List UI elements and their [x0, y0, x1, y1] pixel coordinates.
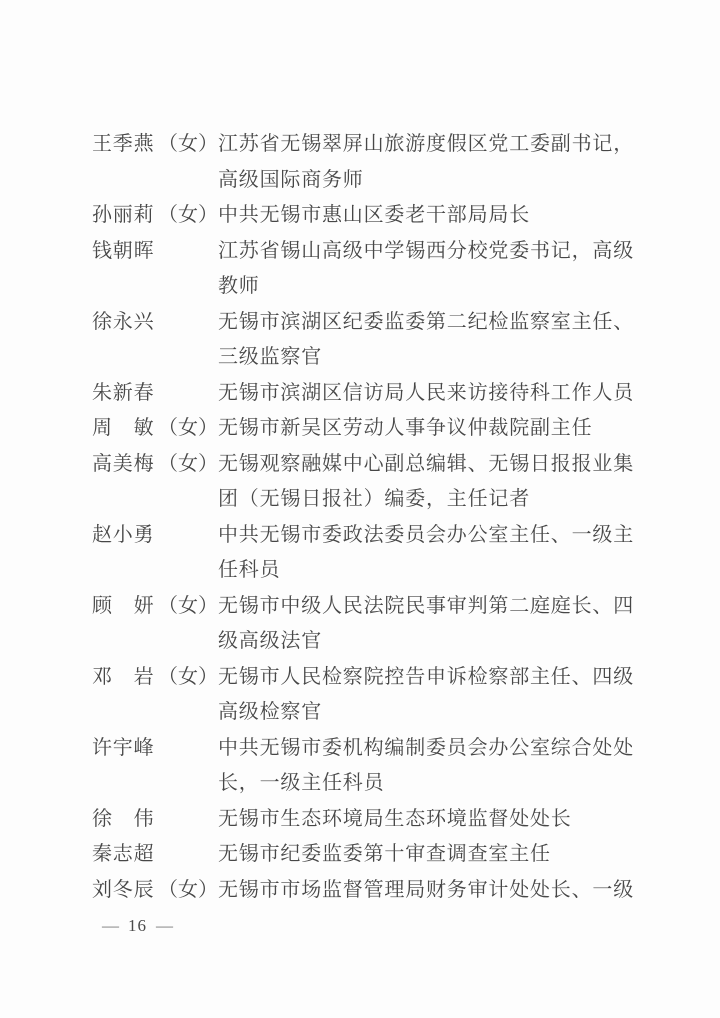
- gender-marker: （女）: [158, 417, 218, 439]
- position-line: 无锡市纪委监委第十审查调查室主任: [218, 843, 551, 865]
- gender-marker: （女）: [158, 594, 218, 617]
- position-cell: [218, 411, 638, 447]
- position-line: 无锡市人民检察院控告申诉检察部主任、四级: [218, 665, 634, 688]
- list-item: [92, 447, 638, 518]
- position-cell: [218, 589, 638, 660]
- list-item: [92, 198, 638, 234]
- list-item: [92, 589, 638, 660]
- list-item: [92, 873, 638, 909]
- position-cell: [218, 873, 638, 909]
- position-line: 无锡观察融媒中心副总编辑、无锡日报报业集: [218, 452, 634, 475]
- name-cell: [92, 518, 218, 554]
- gender-marker: （女）: [158, 452, 218, 475]
- position-line: 任科员: [218, 559, 281, 581]
- name-cell: [92, 376, 218, 412]
- person-name: 高美梅: [92, 452, 155, 475]
- position-cell: [218, 198, 638, 234]
- list-item: [92, 660, 638, 731]
- person-name: 徐永兴: [92, 310, 155, 333]
- position-line: 团（无锡日报社）编委，主任记者: [218, 488, 530, 510]
- position-line: 无锡市滨湖区信访局人民来访接待科工作人员: [218, 381, 634, 404]
- name-cell: [92, 234, 218, 270]
- list-item: [92, 234, 638, 305]
- list-item: [92, 305, 638, 376]
- person-name: 钱朝晖: [92, 239, 155, 262]
- position-cell: [218, 127, 638, 198]
- position-line: 三级监察官: [218, 346, 322, 368]
- gender-marker: （女）: [158, 878, 218, 901]
- name-cell: [92, 198, 218, 234]
- person-name: 朱新春: [92, 381, 155, 404]
- person-name: 王季燕: [92, 133, 155, 155]
- page-footer: [102, 914, 173, 938]
- position-cell: [218, 305, 638, 376]
- list-item: [92, 127, 638, 198]
- name-cell: [92, 660, 218, 696]
- list-item: [92, 518, 638, 589]
- footer-left-dash: —: [102, 916, 119, 935]
- position-cell: [218, 731, 638, 802]
- person-name: 赵小勇: [92, 523, 155, 546]
- position-line: 无锡市市场监督管理局财务审计处处长、一级: [218, 878, 634, 901]
- appointment-list: [92, 127, 638, 908]
- person-name: 刘冬辰: [92, 878, 155, 901]
- name-cell: [92, 447, 218, 483]
- gender-marker: （女）: [158, 133, 218, 155]
- footer-right-dash: —: [156, 916, 173, 935]
- page-number: 16: [128, 916, 147, 935]
- position-cell: [218, 234, 638, 305]
- position-cell: [218, 518, 638, 589]
- position-line: 江苏省锡山高级中学锡西分校党委书记，高级: [218, 239, 634, 262]
- position-line: 无锡市新吴区劳动人事争议仲裁院副主任: [218, 417, 593, 439]
- name-cell: [92, 837, 218, 873]
- person-name: 秦志超: [92, 843, 155, 865]
- name-cell: [92, 802, 218, 838]
- name-cell: [92, 411, 218, 447]
- position-line: 教师: [218, 275, 260, 297]
- position-line: 高级国际商务师: [218, 168, 364, 191]
- position-line: 级高级法官: [218, 630, 322, 652]
- position-line: 无锡市中级人民法院民事审判第二庭庭长、四: [218, 594, 634, 617]
- position-cell: [218, 447, 638, 518]
- position-line: 高级检察官: [218, 701, 322, 723]
- gender-marker: （女）: [158, 204, 218, 226]
- list-item: [92, 376, 638, 412]
- person-name: 许宇峰: [92, 736, 155, 759]
- position-line: 中共无锡市惠山区委老干部局局长: [218, 204, 530, 226]
- gender-marker: （女）: [158, 665, 218, 688]
- position-line: 长，一级主任科员: [218, 772, 385, 794]
- name-cell: [92, 305, 218, 341]
- person-name: 孙丽莉: [92, 204, 155, 226]
- list-item: [92, 837, 638, 873]
- position-line: 中共无锡市委机构编制委员会办公室综合处处: [218, 736, 634, 759]
- position-cell: [218, 802, 638, 838]
- name-cell: [92, 873, 218, 909]
- list-item: [92, 411, 638, 447]
- position-line: 中共无锡市委政法委员会办公室主任、一级主: [218, 523, 634, 546]
- position-cell: [218, 376, 638, 412]
- person-name: 邓 岩: [92, 665, 155, 688]
- list-item: [92, 731, 638, 802]
- person-name: 周 敏: [92, 417, 155, 439]
- name-cell: [92, 731, 218, 767]
- position-line: 江苏省无锡翠屏山旅游度假区党工委副书记，: [218, 133, 634, 155]
- person-name: 徐 伟: [92, 807, 155, 830]
- name-cell: [92, 127, 218, 163]
- position-line: 无锡市生态环境局生态环境监督处处长: [218, 807, 572, 830]
- person-name: 顾 妍: [92, 594, 155, 617]
- name-cell: [92, 589, 218, 625]
- position-cell: [218, 660, 638, 731]
- position-cell: [218, 837, 638, 873]
- list-item: [92, 802, 638, 838]
- position-line: 无锡市滨湖区纪委监委第二纪检监察室主任、: [218, 310, 634, 333]
